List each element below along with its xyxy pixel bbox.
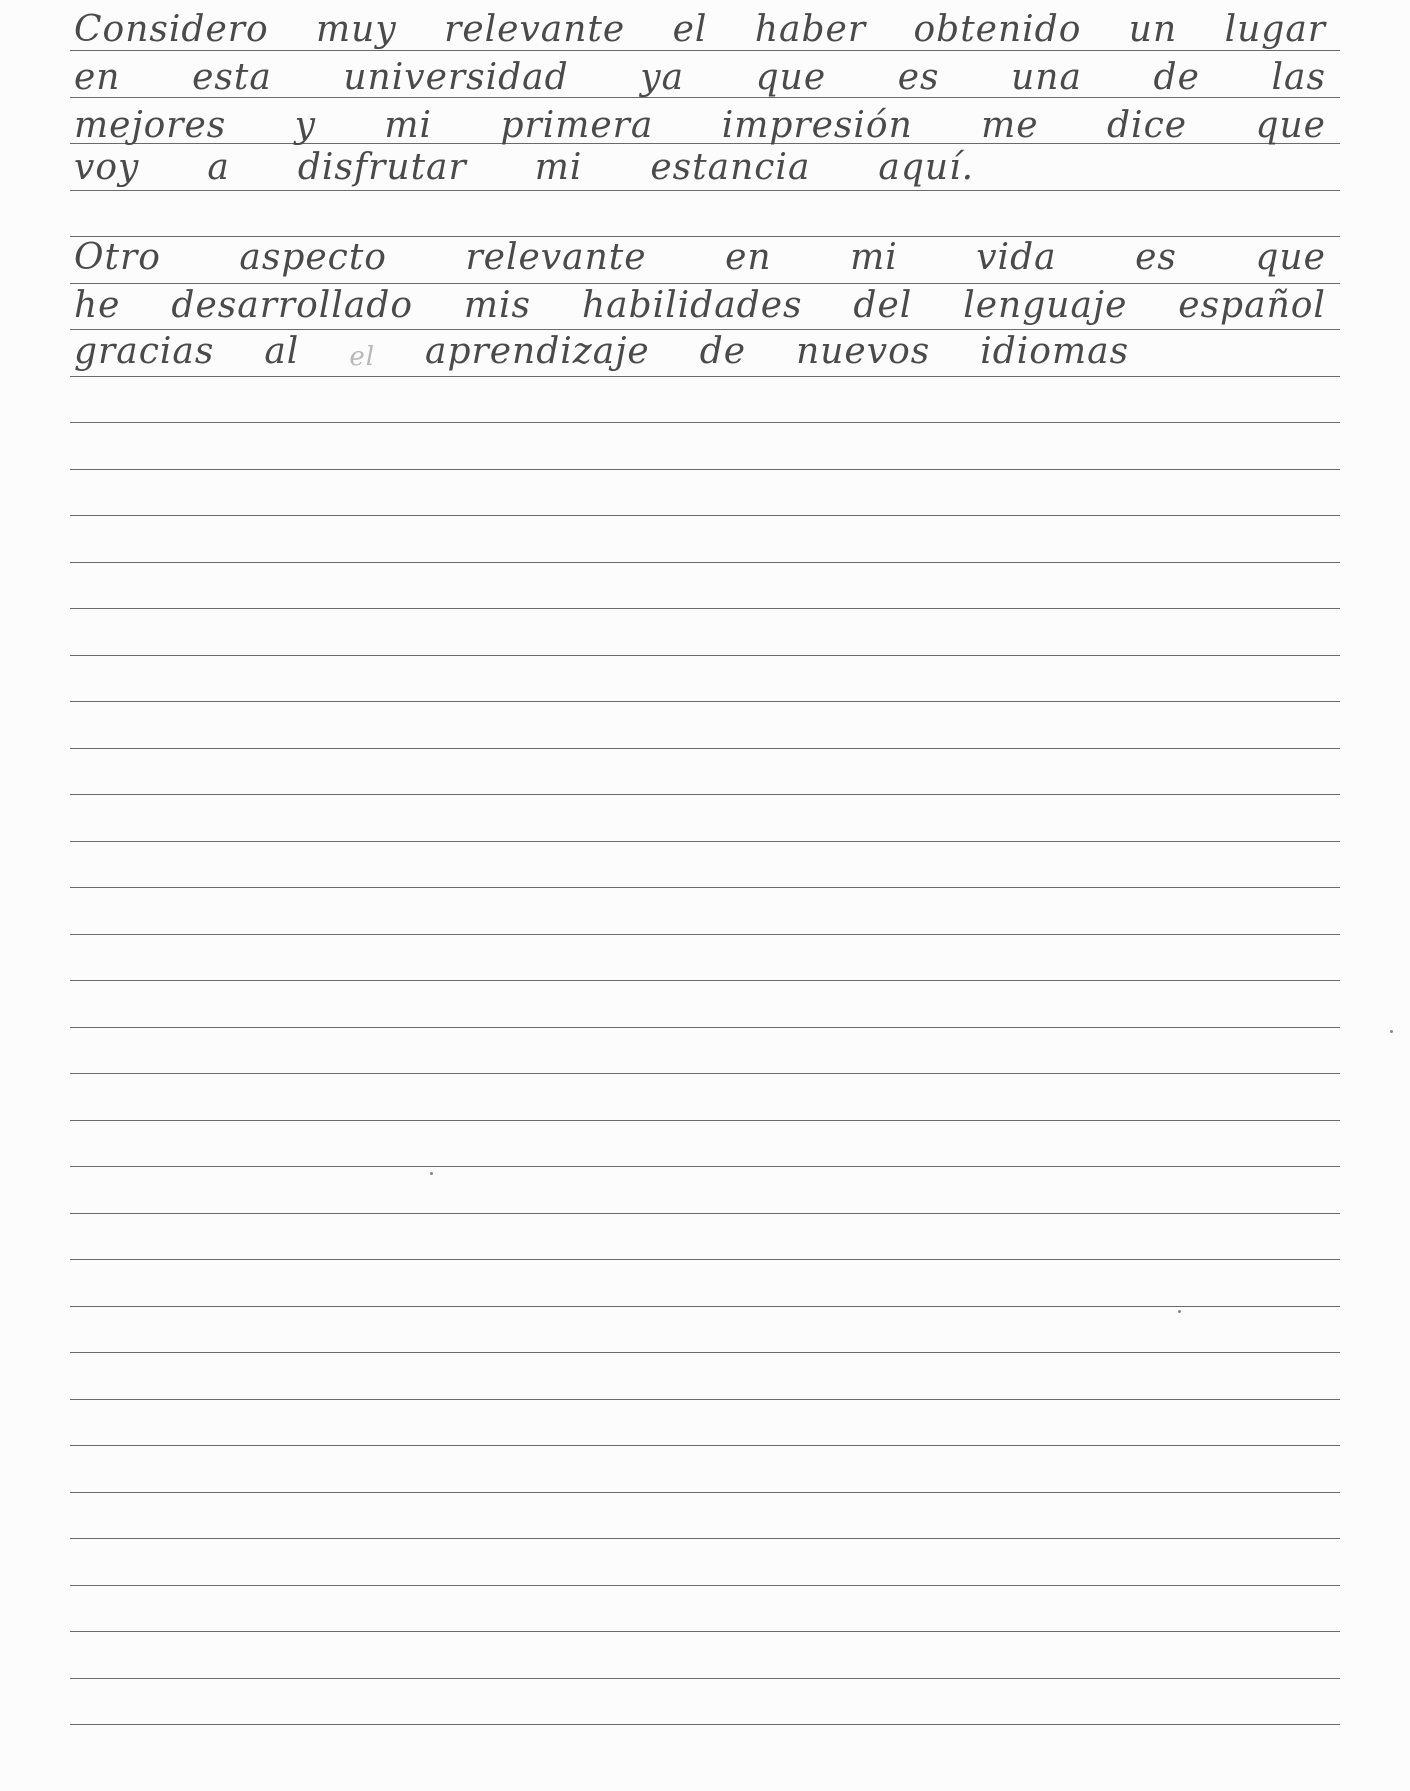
ruled-line (70, 1073, 1340, 1074)
word: habilidades (581, 285, 803, 326)
ruled-line (70, 794, 1340, 795)
word: Otro (74, 237, 161, 278)
ruled-line (70, 562, 1340, 563)
word: desarrollado (171, 285, 413, 326)
handwritten-line (70, 147, 1330, 188)
handwritten-line (70, 237, 1330, 278)
word: mi (534, 147, 583, 188)
word: que (755, 57, 827, 98)
word: es (1135, 237, 1177, 278)
word: disfrutar (297, 147, 467, 188)
word: primera (500, 105, 654, 146)
ruled-line (70, 980, 1340, 981)
ruled-line (70, 50, 1340, 51)
ruled-line (70, 376, 1340, 377)
ruled-line (70, 748, 1340, 749)
handwritten-line (70, 285, 1330, 326)
word: estancia (650, 147, 811, 188)
word: aspecto (239, 237, 387, 278)
word: muy (316, 9, 397, 50)
ruled-line (70, 515, 1340, 516)
word: mejores (74, 105, 227, 146)
ruled-line (70, 655, 1340, 656)
ruled-line (70, 469, 1340, 470)
ruled-line (70, 1306, 1340, 1307)
word: y (294, 105, 316, 146)
ruled-line (70, 608, 1340, 609)
ruled-line (70, 1213, 1340, 1214)
word-erased: el (349, 342, 376, 372)
word: el (672, 9, 708, 50)
word: relevante (444, 9, 626, 50)
word: idiomas (980, 331, 1130, 372)
word: de (699, 331, 747, 372)
word: dice (1107, 105, 1188, 146)
word: lenguaje (963, 285, 1128, 326)
word: aquí. (878, 147, 975, 188)
word: que (1255, 237, 1326, 278)
word: del (853, 285, 913, 326)
word: he (74, 285, 121, 326)
word: esta (192, 57, 272, 98)
ruled-line (70, 1678, 1340, 1679)
ruled-line (70, 283, 1340, 284)
handwritten-line (70, 105, 1330, 146)
handwritten-line (70, 57, 1330, 98)
word: mi (384, 105, 433, 146)
word: universidad (343, 57, 569, 98)
word: vida (976, 237, 1057, 278)
ruled-line (70, 190, 1340, 191)
word: las (1271, 57, 1326, 98)
word: a (207, 147, 230, 188)
ruled-line (70, 1631, 1340, 1632)
word: una (1011, 57, 1082, 98)
word: voy (74, 147, 140, 188)
word: al (264, 331, 300, 372)
ruled-line (70, 841, 1340, 842)
ruled-line (70, 1166, 1340, 1167)
paper-speck (1178, 1310, 1181, 1313)
word: lugar (1224, 9, 1326, 50)
paper-speck (1390, 1030, 1393, 1033)
word: ya (640, 57, 685, 98)
ruled-line (70, 1027, 1340, 1028)
ruled-line (70, 422, 1340, 423)
ruled-line (70, 1120, 1340, 1121)
word: español (1178, 285, 1326, 326)
ruled-line (70, 1352, 1340, 1353)
ruled-line (70, 329, 1340, 330)
word: que (1255, 105, 1326, 146)
word: un (1128, 9, 1178, 50)
word: en (74, 57, 121, 98)
word: aprendizaje (425, 331, 650, 372)
ruled-line (70, 887, 1340, 888)
word: nuevos (796, 331, 931, 372)
ruled-line (70, 1538, 1340, 1539)
word: mis (463, 285, 532, 326)
ruled-line (70, 701, 1340, 702)
word: en (725, 237, 772, 278)
word: Considero (74, 9, 269, 50)
word: de (1153, 57, 1200, 98)
ruled-line (70, 1259, 1340, 1260)
word: es (897, 57, 940, 98)
ruled-line (70, 1399, 1340, 1400)
word: impresión (721, 105, 913, 146)
word: relevante (465, 237, 647, 278)
handwritten-line (70, 331, 1330, 372)
word: haber (754, 9, 867, 50)
word: gracias (74, 331, 215, 372)
word: obtenido (913, 9, 1082, 50)
handwritten-line (70, 9, 1330, 50)
ruled-line (70, 1585, 1340, 1586)
ruled-line (70, 1445, 1340, 1446)
word: me (981, 105, 1039, 146)
paper-speck (430, 1172, 433, 1175)
ruled-line (70, 1492, 1340, 1493)
ruled-line (70, 1724, 1340, 1725)
word: mi (850, 237, 898, 278)
ruled-line (70, 934, 1340, 935)
